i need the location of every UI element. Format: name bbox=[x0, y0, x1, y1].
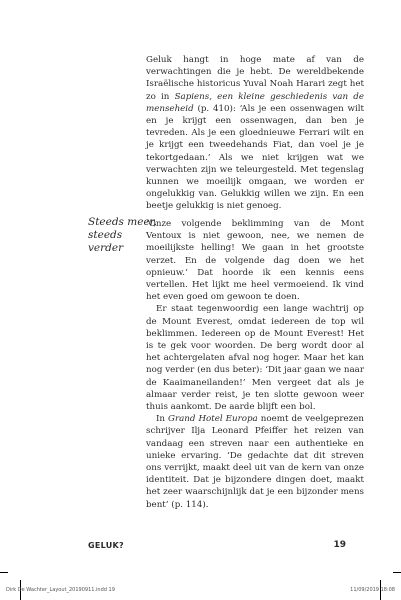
body-paragraph-1 bbox=[146, 54, 364, 213]
crop-mark bbox=[0, 572, 8, 573]
body-paragraph-4 bbox=[146, 413, 364, 511]
running-footer-title: GELUK? bbox=[88, 541, 124, 550]
slug-filename: Dirk De Wachter_Layout_20190911.indd 19 bbox=[6, 587, 115, 593]
paragraph-1-text-2: (p. 410): ‘Als je een ossenwagen wilt en je krijgt een ossenwagen, dan ben je tevreden. Als je een gloednieuwe Ferrari wilt en je krijgt een tweedehands Fiat, dan voel je je tekortgedaan.’ Als we niet krijgen wat we verwachten zijn we teleurgesteld. Met tegenslag kunnen we moeilijk omgaan, we worden er ongelukkig van. Gelukkig willen we zijn. En een beetje gelukkig is niet genoeg. bbox=[146, 103, 364, 212]
body-paragraph-3: Er staat tegenwoordig een lange wachtrij op de Mount Everest, omdat iedereen de top wil beklimmen. Iedereen op de Mount Everest! Het is te gek voor woorden. De berg wordt door al het achtergelaten afval nog hoger. Maar het kan nog verder (en dus beter): ‘Dit jaar gaan we naar de Kaaimaneilanden!’ Men vergeet dat als je almaar verder reist, je ten slotte gewoon weer thuis aankomt. De aarde blijft een bol. bbox=[146, 304, 364, 413]
section-body bbox=[146, 218, 364, 511]
crop-mark bbox=[393, 572, 401, 573]
sidehead-line-1: Steeds meer, bbox=[88, 216, 157, 228]
paragraph-1-text: Geluk hangt in hoge mate af van de verwachtingen die je hebt. De wereldbekende Israëlische historicus Yuval Noah Harari zegt het zo in bbox=[146, 55, 364, 102]
sidehead-line-2: steeds verder bbox=[88, 229, 124, 254]
book-title-grand-hotel: Grand Hotel Europa bbox=[168, 414, 258, 425]
page-number: 19 bbox=[333, 540, 346, 550]
body-paragraph-2: ‘Onze volgende beklimming van de Mont Ventoux is niet gewoon, nee, we nemen de moeilijkste helling! We gaan in het grootste verzet. En de volgende dag doen we het opnieuw.’ Dat hoorde ik een kennis eens vertellen. Het lijkt me heel vermoeiend. Ik vind het even goed om gewoon te doen. bbox=[146, 219, 364, 303]
slug-timestamp: 11/09/2019 18:08 bbox=[350, 587, 395, 593]
paragraph-4-text: noemt de veelgeprezen schrijver Ilja Leonard Pfeiffer het reizen van vandaag een streven naar een authentieke en unieke ervaring. ‘De gedachte dat dit streven ons verrijkt, maakt deel uit van de kern van onze identiteit. Dat je bijzondere dingen doet, maakt het zeer waarschijnlijk dat je een bijzonder mens bent’ (p. 114). bbox=[146, 414, 364, 510]
paragraph-4-pre: In bbox=[156, 414, 169, 425]
book-title-sapiens: Sapiens, een kleine geschiedenis van de menseheid bbox=[146, 91, 364, 114]
